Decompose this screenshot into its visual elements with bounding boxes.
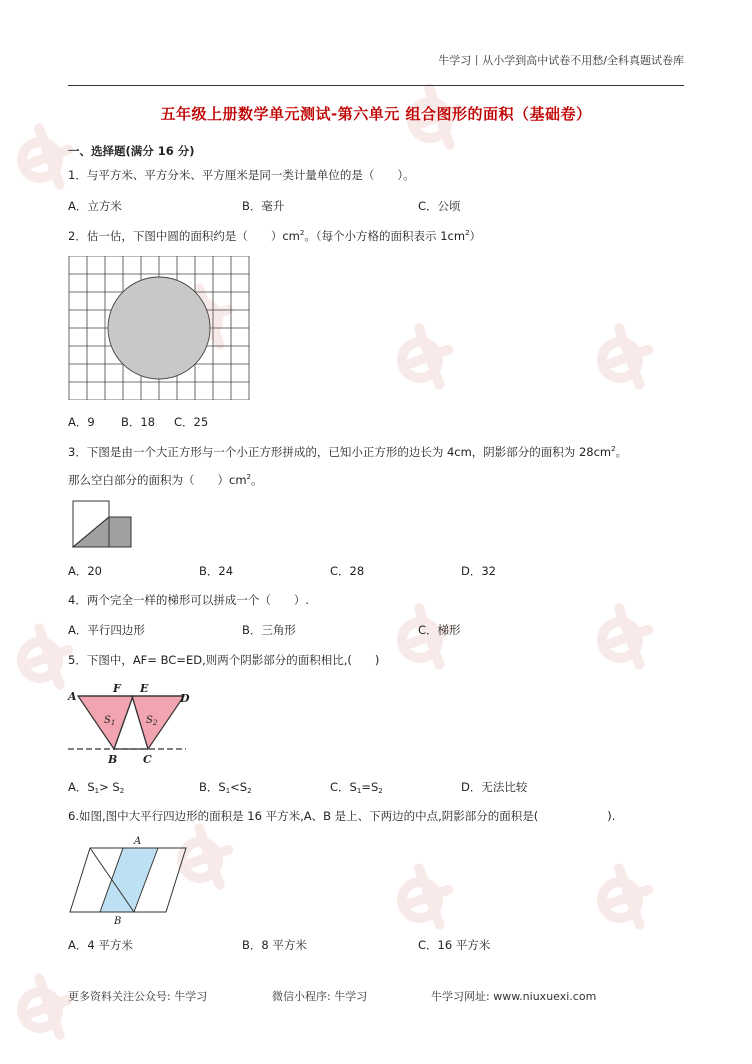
q2-option-a[interactable]: A．9 [68,415,95,429]
q6-option-b[interactable]: B．8 平方米 [242,938,307,952]
q6-option-a[interactable]: A．4 平方米 [68,938,133,952]
question-2-text: 2．估一估，下图中圆的面积约是（ ）$cm^2$。（每个小方格的面积表示 $1cm^2$） [68,229,482,243]
question-3-line-1: 3．下图是由一个大正方形与一个小正方形拼成的，已知小正方形的边长为 4cm，阴影部分的面积为 $28cm^2$。 [68,445,628,459]
label-a: A [134,836,142,847]
trapezoid-triangles-figure [66,680,190,766]
circle-shape [108,277,210,379]
question-1-text: 1．与平方米、平方分米、平方厘米是同一类计量单位的是（ ）。 [68,168,415,182]
q4-option-c[interactable]: C．梯形 [418,623,461,637]
q5-option-b[interactable]: B．$S_1<S_2$ [199,780,252,795]
label-a: A [68,690,77,703]
q1-option-c[interactable]: C．公顷 [418,199,461,213]
label-c: C [143,753,152,766]
q5-option-a[interactable]: A．$S_1> S_2$ [68,780,125,795]
shaded-parallelogram [100,848,158,912]
q3-option-b[interactable]: B．24 [199,564,234,578]
label-f: F [113,682,121,695]
q6-option-c[interactable]: C．16 平方米 [418,938,491,952]
label-d: D [180,692,190,705]
section-heading: 一、选择题(满分 16 分) [68,144,195,158]
label-s1: $S_1$ [104,715,116,727]
q1-option-b[interactable]: B．毫升 [242,199,285,213]
squares-figure [72,500,134,550]
label-b: B [108,753,118,766]
parallelogram-figure [68,834,190,926]
header-text: 牛学习丨从小学到高中试卷不用愁/全科真题试卷库 [438,54,684,67]
q3-option-c[interactable]: C．28 [330,564,365,578]
q1-option-a[interactable]: A．立方米 [68,199,122,213]
label-e: E [140,682,149,695]
question-6-text: 6.如图,图中大平行四边形的面积是 16 平方米,A、B 是上、下两边的中点,阴影部分的面积是( ). [68,809,616,823]
question-3-line-2: 那么空白部分的面积为（ ）$cm^2$。 [68,473,263,487]
grid-circle-figure [68,256,250,400]
footer-mini-program: 微信小程序: 牛学习 [272,990,368,1003]
question-5-text: 5．下图中，AF= BC=ED,则两个阴影部分的面积相比,( ) [68,653,380,667]
q2-option-b[interactable]: B．18 [121,415,156,429]
q4-option-b[interactable]: B．三角形 [242,623,296,637]
q3-option-a[interactable]: A．20 [68,564,103,578]
footer-website[interactable]: 牛学习网址: www.niuxuexi.com [431,990,597,1003]
q2-option-c[interactable]: C．25 [174,415,209,429]
footer-wechat-account: 更多资料关注公众号: 牛学习 [68,990,208,1003]
q5-option-c[interactable]: C．$S_1=S_2$ [330,780,383,795]
q5-option-d[interactable]: D．无法比较 [461,780,528,794]
question-4-text: 4．两个完全一样的梯形可以拼成一个（ ）. [68,593,309,607]
label-s2: $S_2$ [146,715,158,727]
small-square [109,517,131,547]
header-divider [68,85,684,86]
page-title: 五年级上册数学单元测试-第六单元 组合图形的面积（基础卷） [160,105,592,123]
q3-option-d[interactable]: D．32 [461,564,496,578]
q4-option-a[interactable]: A．平行四边形 [68,623,145,637]
label-b: B [114,916,122,926]
